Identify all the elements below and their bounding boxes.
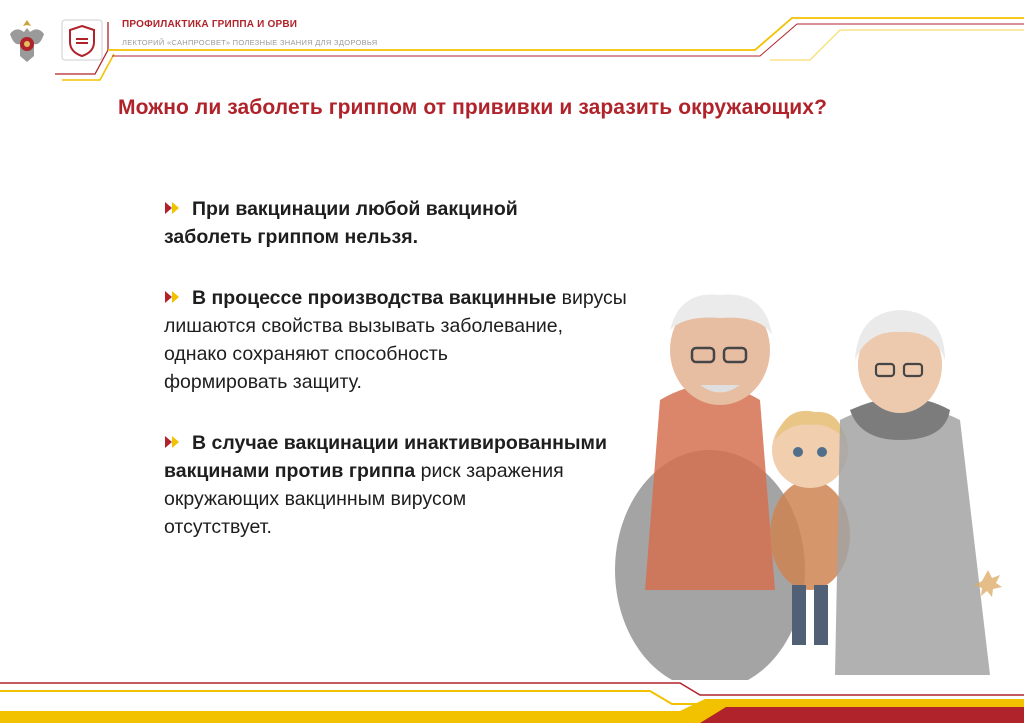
- bullet-2-line3: однако сохраняют способность: [164, 343, 448, 365]
- header-subtitle: ЛЕКТОРИЙ «САНПРОСВЕТ» ПОЛЕЗНЫЕ ЗНАНИЯ ДЛЯ ЗДОРОВЬЯ: [122, 38, 378, 47]
- header-title: ПРОФИЛАКТИКА ГРИППА И ОРВИ: [122, 19, 298, 30]
- footer-stripes: [0, 677, 1024, 723]
- bullet-3-bold-line2: вакцинами против гриппа: [164, 460, 416, 482]
- emblem-eagle-logo: [4, 16, 50, 68]
- bullet-3-line4: отсутствует.: [164, 516, 272, 538]
- bullet-1-bold-line2: заболеть гриппом нельзя.: [164, 226, 418, 248]
- slide-title: Можно ли заболеть гриппом от прививки и заразить окружающих?: [118, 96, 828, 119]
- bullet-paragraph-1: [164, 195, 764, 251]
- double-chevron-bullet-icon: [164, 289, 184, 305]
- double-chevron-bullet-icon: [164, 200, 184, 216]
- bullet-1-bold: При вакцинации любой вакциной: [192, 198, 518, 220]
- bullet-2-bold: В процессе производства вакцинные: [192, 287, 557, 309]
- sanprosvet-shield-logo: [60, 18, 104, 62]
- slide-content: [164, 195, 764, 541]
- bullet-3-rest: риск заражения: [415, 460, 564, 482]
- bullet-paragraph-3: [164, 429, 764, 541]
- bullet-3-bold: В случае вакцинации инактивированными: [192, 432, 607, 454]
- bullet-2-line2: лишаются свойства вызывать заболевание,: [164, 315, 564, 337]
- double-chevron-bullet-icon: [164, 434, 184, 450]
- bullet-2-line4: формировать защиту.: [164, 371, 362, 393]
- bullet-paragraph-2: [164, 284, 764, 396]
- bullet-3-line3: окружающих вакцинным вирусом: [164, 488, 467, 510]
- bullet-2-rest: вирусы: [556, 287, 627, 309]
